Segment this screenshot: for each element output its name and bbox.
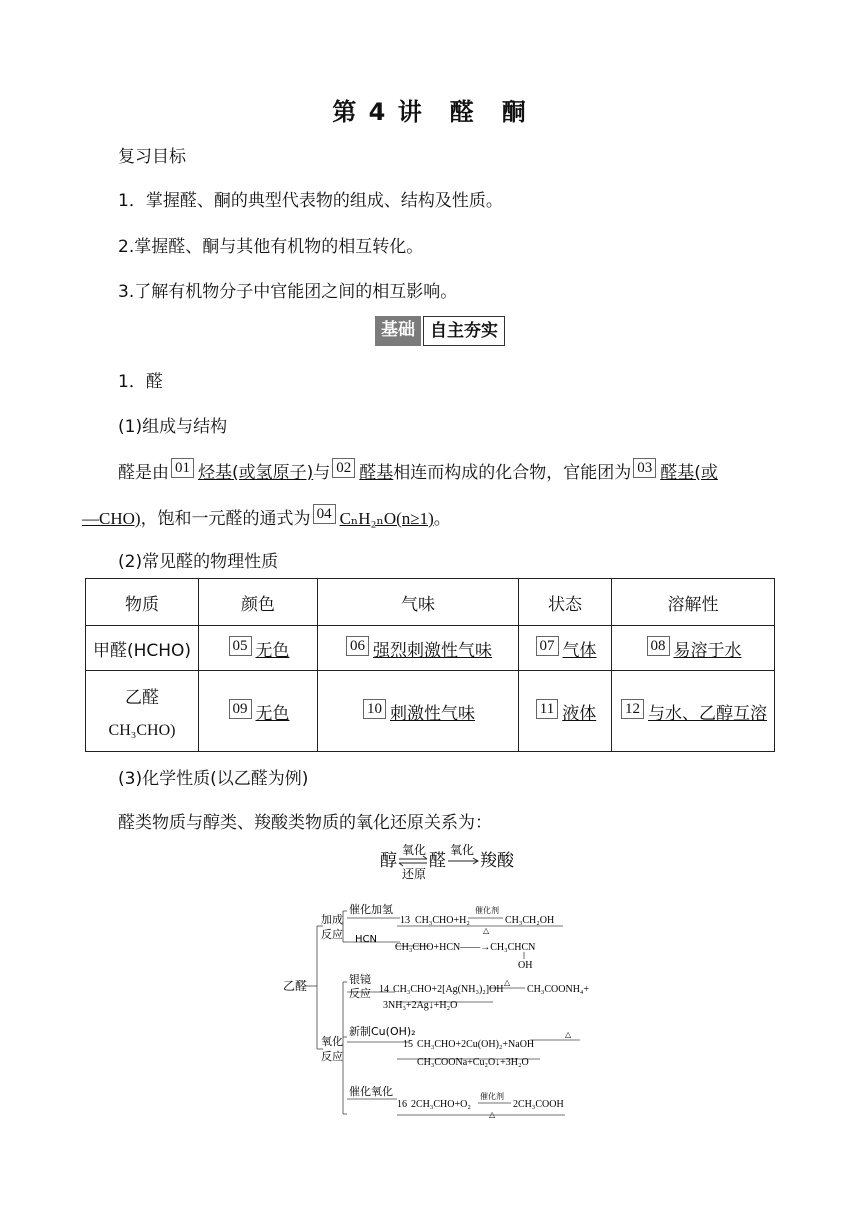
table-header: 物质 [86, 579, 199, 626]
table-header: 气味 [318, 579, 519, 626]
reaction-product: 3NH₃+2Ag↓+H₂O [383, 1000, 458, 1011]
answer-text: 醛基(或 [660, 463, 718, 483]
reaction-number: 16 [397, 1099, 407, 1110]
table-row [86, 671, 775, 752]
reaction-number: 14 [379, 984, 389, 995]
hydroxyl-group: OH [518, 960, 533, 971]
physical-properties-table [85, 578, 775, 752]
table-header: 溶解性 [612, 579, 775, 626]
branch-oxidation-2: 反应 [321, 1050, 343, 1063]
reaction-equation: CH₃CHO+HCN——→CH₃CHCN [395, 942, 536, 953]
table-cell: 10 刺激性气味 [318, 671, 519, 752]
reaction-equation: CH₃CHO+2Cu(OH)₂+NaOH [417, 1039, 535, 1050]
table-cell: 05 无色 [199, 626, 318, 671]
blank-number: 02 [332, 458, 355, 478]
blank-number: 03 [633, 458, 656, 478]
condition-label: △ [489, 1110, 496, 1119]
reaction-label: 催化加氢 [349, 903, 393, 916]
section-heading: 1．醛 [118, 372, 163, 392]
table-cell: 06 强烈刺激性气味 [318, 626, 519, 671]
reaction-number: 13 [400, 915, 410, 926]
reaction-product: CH₃COONH₄+ [527, 984, 590, 995]
reaction-equation: CH₃CHO+H₂ [415, 915, 470, 926]
paragraph-formula: —CHO)，饱和一元醛的通式为 04 CₙH₂ₙO(n≥1)。 [82, 506, 451, 529]
branch-addition: 加成 [321, 913, 343, 926]
redox-alcohol: 醇 [380, 851, 397, 870]
reaction-equation: 2CH₃CHO+O₂ [411, 1099, 471, 1110]
section-badge [375, 316, 505, 346]
reaction-product: CH₃COONa+Cu₂O↓+3H₂O [417, 1057, 529, 1068]
reaction-number: 15 [403, 1039, 413, 1050]
condition-label: △ [565, 1030, 572, 1039]
reaction-product: CH₃CH₂OH [505, 915, 555, 926]
reaction-label: HCN [355, 934, 377, 945]
acetaldehyde-reaction-diagram [275, 895, 615, 1125]
table-cell: 乙醛 CH₃CHO) [86, 671, 199, 752]
condition-label: △ [483, 926, 490, 935]
redox-relation-diagram [378, 840, 518, 882]
review-heading: 复习目标 [118, 147, 186, 167]
table-cell: 08 易溶于水 [612, 626, 775, 671]
paragraph-definition: 醛是由 01 烃基(或氢原子)与 02 醛基相连而构成的化合物，官能团为 03 醛基(或 [118, 460, 718, 483]
table-header: 状态 [519, 579, 612, 626]
redox-ox2-label: 氧化 [450, 843, 475, 857]
blank-number: 01 [171, 458, 194, 478]
page-title: 第 4 讲 醛 酮 [332, 98, 528, 126]
answer-text: —CHO) [82, 509, 141, 528]
table-cell: 07 气体 [519, 626, 612, 671]
badge-left: 基础 [375, 316, 421, 346]
answer-text: 烃基(或氢原子) [198, 463, 314, 483]
reaction-label: 反应 [349, 987, 371, 1000]
catalyst-label: 催化剂 [475, 906, 499, 915]
blank-number: 04 [313, 504, 336, 524]
sub-heading-structure: (1)组成与结构 [118, 417, 228, 437]
reaction-label: 银镜 [349, 973, 371, 986]
redox-red-label: 还原 [402, 867, 427, 881]
review-goal-3: 3.了解有机物分子中官能团之间的相互影响。 [118, 282, 458, 302]
redox-aldehyde: 醛 [429, 851, 446, 871]
table-header-row [86, 579, 775, 626]
answer-text: CₙH₂ₙO(n≥1) [339, 509, 434, 528]
table-cell: 12 与水、乙醇互溶 [612, 671, 775, 752]
reaction-label: 新制Cu(OH)₂ [349, 1025, 416, 1038]
redox-ox-label: 氧化 [402, 843, 427, 857]
table-cell: 甲醛(HCHO) [86, 626, 199, 671]
diagram-root: 乙醛 [283, 979, 308, 993]
branch-oxidation: 氧化 [321, 1035, 343, 1048]
review-goal-1: 1．掌握醛、酮的典型代表物的组成、结构及性质。 [118, 191, 503, 211]
reaction-product: 2CH₃COOH [513, 1099, 564, 1110]
reaction-equation: CH₃CHO+2[Ag(NH₃)₂]OH [393, 984, 504, 995]
answer-text: 醛基 [359, 463, 394, 483]
condition-label: △ [504, 978, 511, 987]
table-cell: 11 液体 [519, 671, 612, 752]
paragraph-redox: 醛类物质与醇类、羧酸类物质的氧化还原关系为： [118, 813, 492, 833]
table-header: 颜色 [199, 579, 318, 626]
badge-right: 自主夯实 [423, 316, 505, 346]
catalyst-label: 催化剂 [480, 1092, 504, 1101]
sub-heading-physical: (2)常见醛的物理性质 [118, 552, 279, 572]
table-cell: 09 无色 [199, 671, 318, 752]
table-row [86, 626, 775, 671]
branch-addition-2: 反应 [321, 928, 343, 941]
redox-acid: 羧酸 [480, 851, 514, 871]
sub-heading-chemical: (3)化学性质(以乙醛为例) [118, 769, 309, 789]
reaction-label: 催化氧化 [349, 1085, 393, 1098]
review-goal-2: 2.掌握醛、酮与其他有机物的相互转化。 [118, 237, 424, 257]
